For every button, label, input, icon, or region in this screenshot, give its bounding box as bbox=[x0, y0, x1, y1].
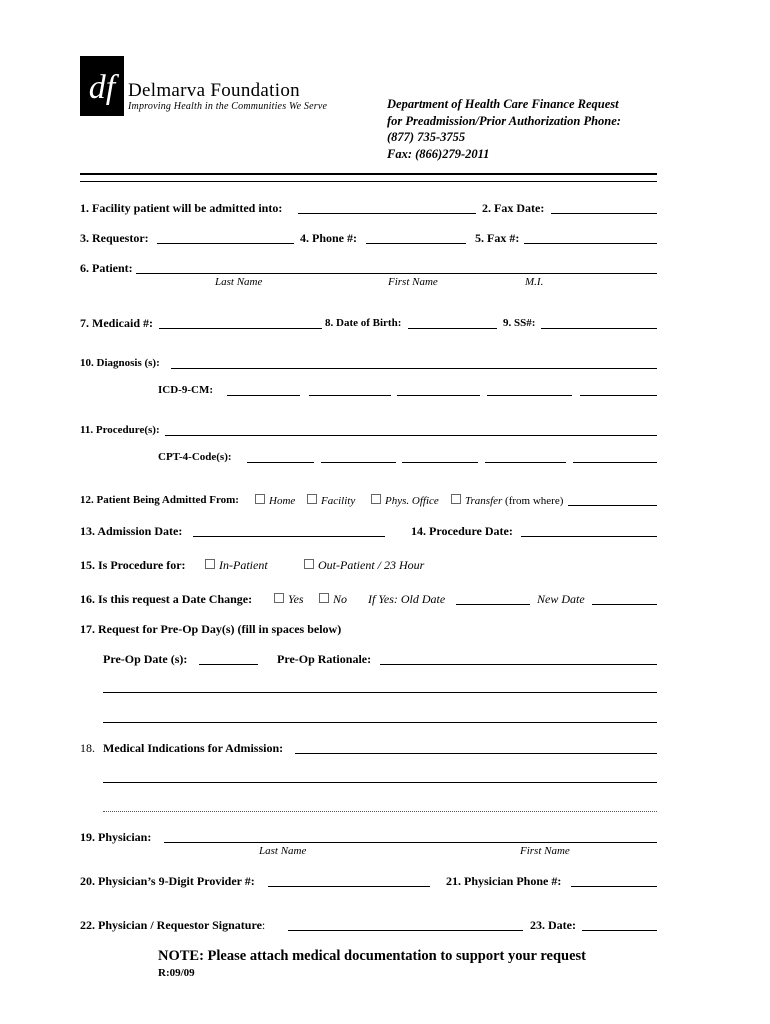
dob-field[interactable] bbox=[408, 328, 497, 329]
new-date-label: New Date bbox=[537, 592, 585, 606]
signature-label-colon: : bbox=[261, 918, 266, 932]
attach-documentation-note: NOTE: Please attach medical documentation to support your request bbox=[158, 948, 587, 964]
indications-field[interactable] bbox=[295, 753, 657, 754]
transfer-checkbox[interactable] bbox=[451, 494, 461, 504]
indications-label: Medical Indications for Admission: bbox=[103, 741, 284, 755]
procedure-for-label: 15. Is Procedure for: bbox=[80, 558, 186, 572]
title-line-4: Fax: (866)279-2011 bbox=[387, 146, 490, 161]
preop-rationale-label: Pre-Op Rationale: bbox=[277, 652, 372, 666]
signature-label-text: 22. Physician / Requestor Signature bbox=[80, 918, 262, 932]
indications-line-3[interactable] bbox=[103, 811, 657, 812]
icd-field-5[interactable] bbox=[580, 395, 657, 396]
svg-text:df: df bbox=[88, 69, 116, 106]
no-checkbox[interactable] bbox=[319, 593, 329, 603]
medicaid-field[interactable] bbox=[159, 328, 322, 329]
option-yes[interactable] bbox=[274, 592, 304, 607]
facility-option-label: Facility bbox=[321, 495, 356, 507]
admission-date-field[interactable] bbox=[193, 536, 385, 537]
option-facility[interactable] bbox=[307, 494, 355, 507]
title-line-3: (877) 735-3755 bbox=[387, 130, 466, 144]
home-label: Home bbox=[269, 495, 296, 507]
indications-number: 18. bbox=[80, 741, 95, 755]
fax-field[interactable] bbox=[524, 243, 657, 244]
preop-date-label: Pre-Op Date (s): bbox=[103, 652, 188, 666]
title-line-1: Department of Health Care Finance Request bbox=[387, 97, 619, 111]
provider-number-label: 20. Physician’s 9-Digit Provider #: bbox=[80, 874, 255, 888]
out-patient-label: Out-Patient / 23 Hour bbox=[318, 558, 425, 572]
option-out-patient[interactable] bbox=[304, 558, 424, 573]
option-no[interactable] bbox=[319, 592, 347, 607]
phys-office-label: Phys. Office bbox=[385, 495, 439, 507]
icd-field-2[interactable] bbox=[309, 395, 391, 396]
cpt-field-5[interactable] bbox=[573, 462, 657, 463]
patient-last-name-caption: Last Name bbox=[215, 276, 263, 288]
cpt-field-1[interactable] bbox=[247, 462, 314, 463]
procedure-field[interactable] bbox=[165, 435, 657, 436]
preop-request-label: 17. Request for Pre-Op Day(s) (fill in spaces below) bbox=[80, 622, 342, 636]
provider-number-field[interactable] bbox=[268, 886, 430, 887]
icd-field-4[interactable] bbox=[487, 395, 572, 396]
signature-date-field[interactable] bbox=[582, 930, 657, 931]
preop-rationale-field[interactable] bbox=[380, 664, 657, 665]
cpt-field-2[interactable] bbox=[321, 462, 396, 463]
signature-field[interactable] bbox=[288, 930, 523, 931]
facility-checkbox[interactable] bbox=[307, 494, 317, 504]
signature-date-label: 23. Date: bbox=[530, 918, 576, 932]
header-rule-top bbox=[80, 173, 657, 175]
preop-rationale-line-2[interactable] bbox=[103, 692, 657, 693]
phone-label: 4. Phone #: bbox=[300, 231, 357, 245]
physician-last-name-caption: Last Name bbox=[259, 845, 307, 857]
preop-rationale-line-3[interactable] bbox=[103, 722, 657, 723]
medicaid-label: 7. Medicaid #: bbox=[80, 316, 153, 330]
in-patient-checkbox[interactable] bbox=[205, 559, 215, 569]
icd-field-1[interactable] bbox=[227, 395, 300, 396]
home-checkbox[interactable] bbox=[255, 494, 265, 504]
in-patient-label: In-Patient bbox=[219, 558, 268, 572]
option-in-patient[interactable] bbox=[205, 558, 268, 573]
org-name: Delmarva Foundation bbox=[128, 80, 300, 101]
requestor-field[interactable] bbox=[157, 243, 294, 244]
fax-date-label: 2. Fax Date: bbox=[482, 201, 545, 215]
procedure-date-field[interactable] bbox=[521, 536, 657, 537]
yes-checkbox[interactable] bbox=[274, 593, 284, 603]
option-phys-office[interactable] bbox=[371, 494, 439, 507]
old-date-label: If Yes: Old Date bbox=[368, 592, 446, 606]
option-transfer[interactable] bbox=[451, 494, 563, 507]
cpt-field-4[interactable] bbox=[485, 462, 566, 463]
facility-label: 1. Facility patient will be admitted into: bbox=[80, 201, 283, 215]
title-line-2: for Preadmission/Prior Authorization Phone: bbox=[387, 113, 621, 128]
cpt-label: CPT-4-Code(s): bbox=[158, 451, 232, 463]
fax-label: 5. Fax #: bbox=[475, 231, 520, 245]
header-rule-bottom bbox=[80, 181, 657, 182]
diagnosis-label: 10. Diagnosis (s): bbox=[80, 357, 160, 369]
transfer-label: Transfer bbox=[465, 495, 503, 507]
transfer-from-field[interactable] bbox=[568, 505, 657, 506]
patient-label: 6. Patient: bbox=[80, 261, 133, 275]
procedure-date-label: 14. Procedure Date: bbox=[411, 524, 513, 538]
requestor-label: 3. Requestor: bbox=[80, 231, 149, 245]
dob-label: 8. Date of Birth: bbox=[325, 317, 402, 329]
preop-date-field[interactable] bbox=[199, 664, 258, 665]
procedure-label: 11. Procedure(s): bbox=[80, 424, 160, 436]
form-title bbox=[387, 96, 621, 162]
option-home[interactable] bbox=[255, 494, 295, 507]
physician-field[interactable] bbox=[164, 842, 657, 843]
from-where-label: (from where) bbox=[505, 495, 564, 507]
revision-code: R:09/09 bbox=[158, 967, 195, 979]
indications-line-2[interactable] bbox=[103, 782, 657, 783]
org-tagline: Improving Health in the Communities We Serve bbox=[128, 101, 328, 112]
facility-field[interactable] bbox=[298, 213, 476, 214]
physician-first-name-caption: First Name bbox=[520, 845, 570, 857]
ssn-label: 9. SS#: bbox=[503, 317, 536, 329]
no-label: No bbox=[333, 592, 348, 606]
diagnosis-field[interactable] bbox=[171, 368, 657, 369]
icd-field-3[interactable] bbox=[397, 395, 480, 396]
yes-label: Yes bbox=[288, 592, 304, 606]
patient-first-name-caption: First Name bbox=[388, 276, 438, 288]
ssn-field[interactable] bbox=[541, 328, 657, 329]
admission-date-label: 13. Admission Date: bbox=[80, 524, 183, 538]
fax-date-field[interactable] bbox=[551, 213, 657, 214]
out-patient-checkbox[interactable] bbox=[304, 559, 314, 569]
signature-label bbox=[80, 918, 265, 933]
physician-label: 19. Physician: bbox=[80, 830, 152, 844]
icd-label: ICD-9-CM: bbox=[158, 384, 213, 396]
date-change-label: 16. Is this request a Date Change: bbox=[80, 592, 253, 606]
logo-mark-icon bbox=[80, 56, 124, 116]
physician-phone-field[interactable] bbox=[571, 886, 657, 887]
patient-mi-caption: M.I. bbox=[525, 276, 544, 288]
phys-office-checkbox[interactable] bbox=[371, 494, 381, 504]
new-date-field[interactable] bbox=[592, 604, 657, 605]
patient-field[interactable] bbox=[136, 273, 657, 274]
old-date-field[interactable] bbox=[456, 604, 530, 605]
phone-field[interactable] bbox=[366, 243, 466, 244]
physician-phone-label: 21. Physician Phone #: bbox=[446, 874, 562, 888]
cpt-field-3[interactable] bbox=[402, 462, 478, 463]
admitted-from-label: 12. Patient Being Admitted From: bbox=[80, 494, 239, 506]
